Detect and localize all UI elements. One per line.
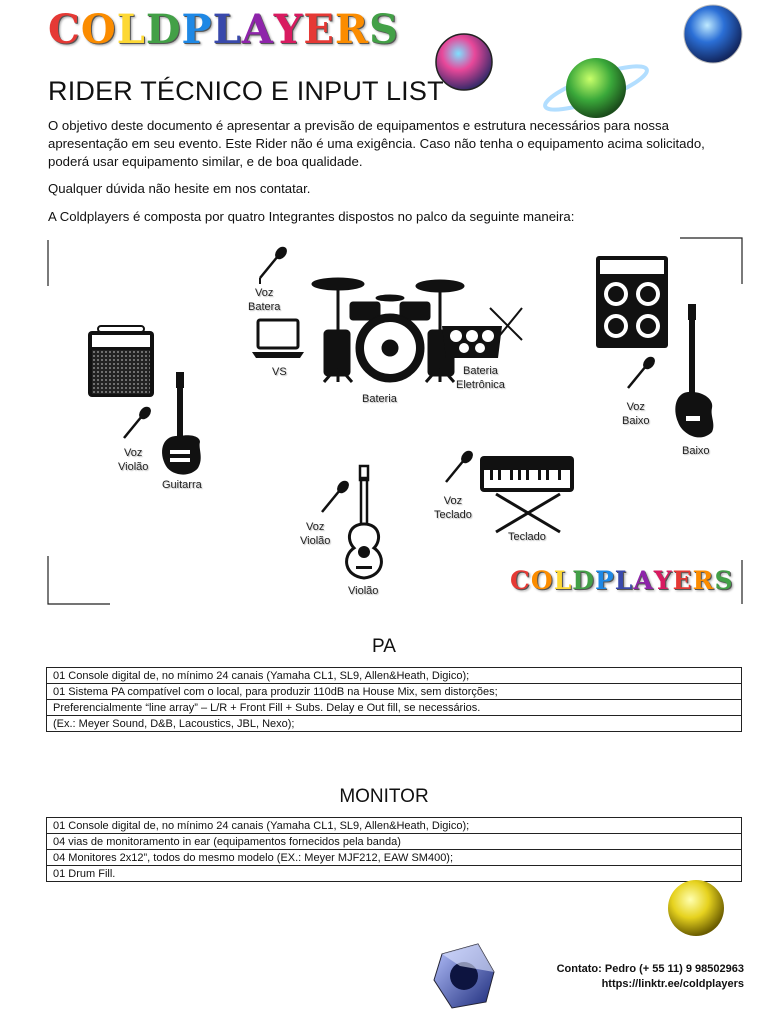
label-teclado: Teclado (508, 531, 546, 543)
label-vs: VS (272, 366, 287, 378)
logo: COLDPLAYERS (48, 6, 399, 53)
table-cell: 01 Drum Fill. (47, 866, 742, 882)
cube-icon (434, 944, 494, 1008)
planets-decoration (0, 0, 768, 130)
planet-yellow (668, 880, 724, 936)
acoustic-guitar-icon (347, 466, 382, 578)
band-layout-paragraph: A Coldplayers é composta por quatro Integrantes dispostos no palco da seguinte maneira: (48, 209, 575, 224)
label-violao: Violão (348, 585, 379, 597)
table-row (47, 818, 742, 834)
mic-icon (628, 354, 657, 388)
contact-info (557, 962, 744, 992)
electric-guitar-icon (162, 372, 201, 475)
contact-phone: Contato: Pedro (+ 55 11) 9 98502963 (556, 963, 744, 975)
table-row (47, 850, 742, 866)
mic-icon (446, 448, 475, 482)
bass-guitar-icon (675, 304, 713, 437)
label-baixo: Baixo (682, 445, 710, 457)
planet-pink (436, 34, 492, 90)
pa-rows (47, 668, 742, 732)
page-title: RIDER TÉCNICO E INPUT LIST (48, 76, 444, 106)
mic-icon (322, 478, 351, 512)
table-cell: Preferencialmente “line array” – L/R + Front Fill + Subs. Delay e Out fill, se necessários. (47, 700, 742, 716)
table-cell: 04 vias de monitoramento in ear (equipamentos fornecidos pela banda) (47, 834, 742, 850)
guitar-amp-icon (88, 326, 154, 397)
monitor-section-title: MONITOR (339, 786, 429, 807)
contact-invite-paragraph: Qualquer dúvida não hesite em nos contatar. (48, 181, 311, 196)
mic-icon (124, 404, 153, 438)
contact-link[interactable]: https://linktr.ee/coldplayers (601, 978, 744, 990)
label-guitarra: Guitarra (162, 479, 202, 491)
table-cell: 01 Console digital de, no mínimo 24 canais (Yamaha CL1, SL9, Allen&Heath, Digico); (47, 818, 742, 834)
intro-paragraph: O objetivo deste documento é apresentar a previsão de equipamentos e estrutura necessários para nossa apresentação em seu evento. Este Rider não é uma exigência. Caso não tenha o equipamento acima solicitado, poderá usar equipamento similar, e de boa qualidade. (48, 118, 705, 169)
label-voz-violao: Voz Violão (118, 447, 149, 473)
mic-icon (260, 244, 289, 284)
drum-kit-icon (312, 278, 464, 382)
laptop-icon (252, 320, 304, 358)
planet-blue (684, 5, 742, 63)
pa-table (46, 667, 742, 732)
table-cell: (Ex.: Meyer Sound, D&B, Lacoustics, JBL, Nexo); (47, 716, 742, 732)
label-voz-batera: Voz Batera (248, 287, 281, 313)
table-row (47, 716, 742, 732)
bass-amp-icon (596, 256, 668, 348)
pa-section-title: PA (372, 636, 396, 657)
table-cell: 01 Console digital de, no mínimo 24 canais (Yamaha CL1, SL9, Allen&Heath, Digico); (47, 668, 742, 684)
table-row (47, 700, 742, 716)
label-voz-baixo: Voz Baixo (622, 401, 650, 427)
table-cell: 01 Sistema PA compatível com o local, para produzir 110dB na House Mix, sem distorções; (47, 684, 742, 700)
stage-drawing (0, 230, 768, 610)
label-bateria: Bateria (362, 393, 397, 405)
label-bateria-eletronica: Bateria Eletrônica (456, 365, 505, 391)
label-voz-violao: Voz Violão (300, 521, 331, 547)
keyboard-icon (480, 456, 574, 532)
table-row (47, 834, 742, 850)
table-cell: 04 Monitores 2x12”, todos do mesmo modelo (EX.: Meyer MJF212, EAW SM400); (47, 850, 742, 866)
stage-logo: COLDPLAYERS (510, 566, 734, 595)
electronic-drum-icon (442, 308, 522, 358)
planet-green (566, 58, 626, 118)
table-row (47, 684, 742, 700)
stage-plot (0, 230, 768, 610)
table-row (47, 668, 742, 684)
label-voz-teclado: Voz Teclado (434, 495, 472, 521)
